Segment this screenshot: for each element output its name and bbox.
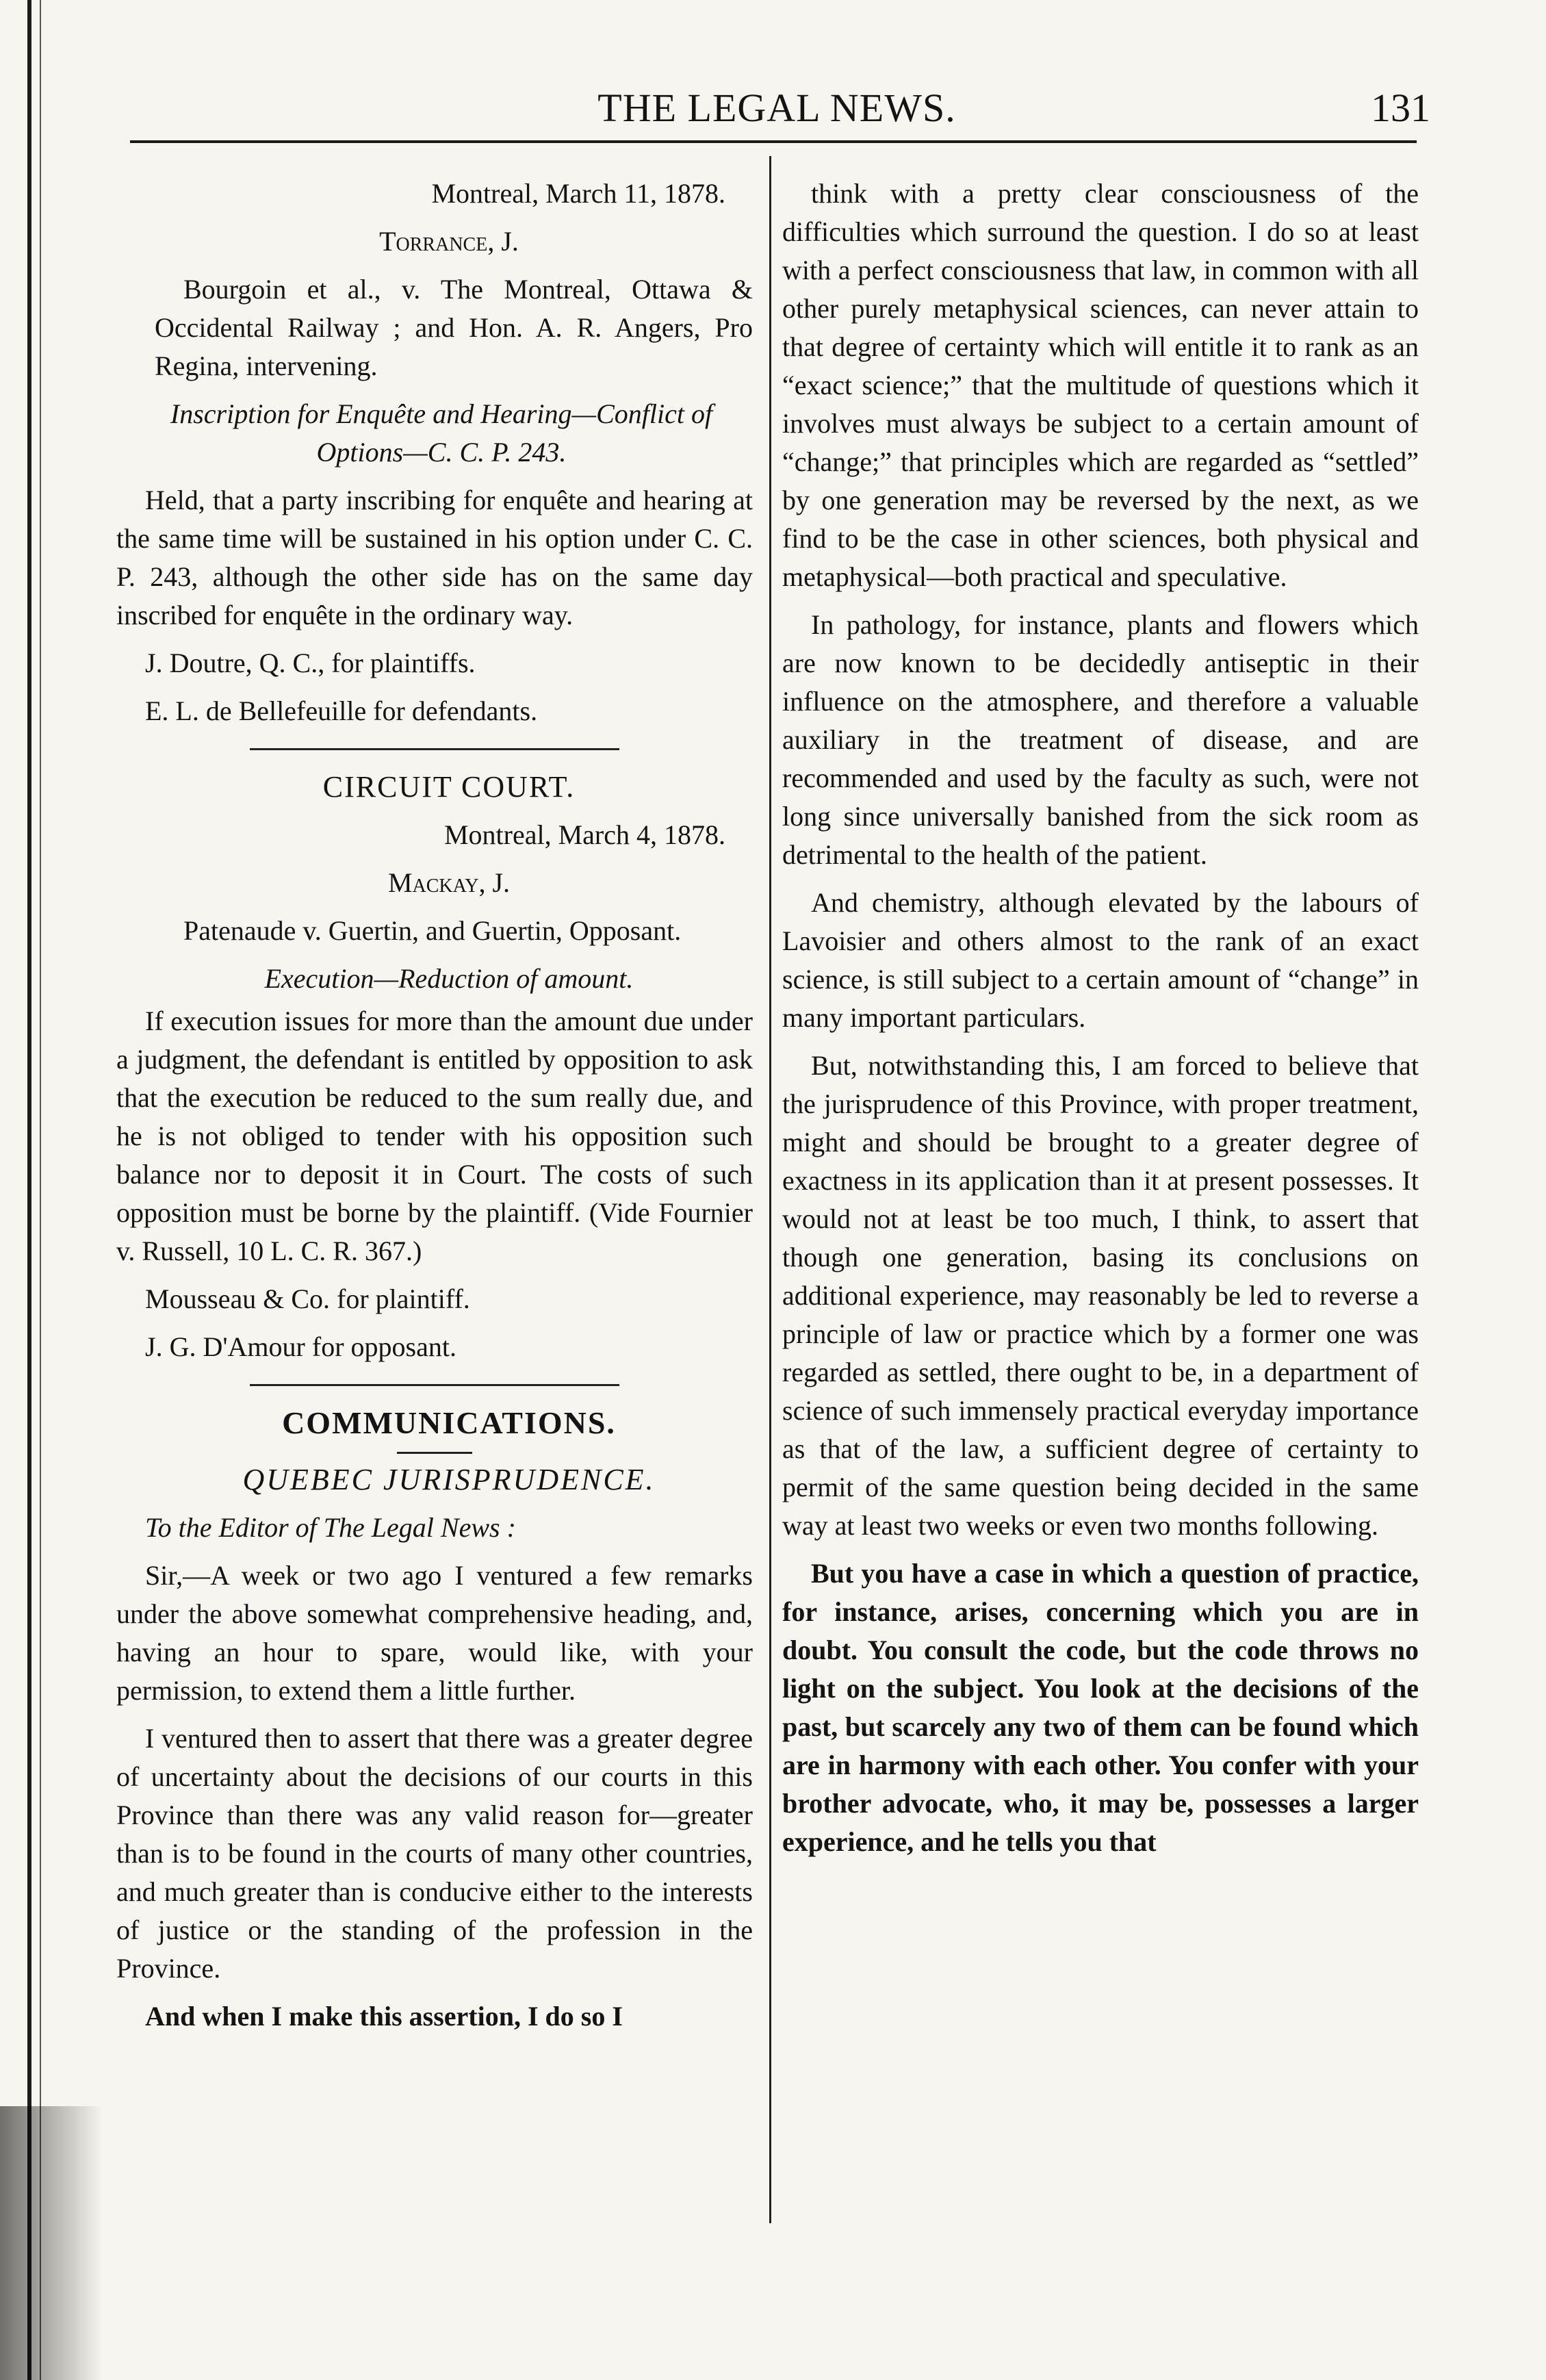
letter-paragraph: In pathology, for instance, plants and flowers which are now known to be decidedly antiseptic in their influence on the atmosphere, and therefore a valuable auxiliary in the treatment of disease, and are recommended and used by the faculty as such, were not long since universally banished from the sick room as detrimental to the health of the patient. (782, 609, 1419, 870)
case2-counsel-plaintiff: Mousseau & Co. for plaintiff. (145, 1283, 470, 1314)
case1-parties: Bourgoin et al., v. The Montreal, Ottawa & Occidental Railway ; and Hon. A. R. Angers, Pro Regina, intervening. (155, 274, 753, 381)
salutation: To the Editor of The Legal News : (145, 1512, 516, 1543)
case1-counsel-plaintiffs: J. Doutre, Q. C., for plaintiffs. (145, 648, 476, 678)
case2-counsel-opposant: J. G. D'Amour for opposant. (145, 1331, 456, 1362)
case1-held: Held, that a party inscribing for enquête and hearing at the same time will be sustained in his option under C. C. P. 243, although the other side has on the same day inscribed for enquête in the ordinary way. (116, 485, 753, 630)
short-divider (397, 1452, 472, 1454)
letter-paragraph: I ventured then to assert that there was a greater degree of uncertainty about the decisions of our courts in this Province than there was any valid reason for—greater than is to be found in the courts of many other countries, and much greater than is conducive either to the interests of justice or the standing of the profession in the Province. (116, 1723, 753, 1984)
column-divider (769, 156, 771, 2223)
left-column (116, 175, 753, 2045)
case2-subject: Execution—Reduction of amount. (264, 963, 634, 994)
case2-parties: Patenaude v. Guertin, and Guertin, Opposant. (183, 915, 682, 946)
letter-paragraph: think with a pretty clear consciousness of the difficulties which surround the question. I do so at least with a perfect consciousness that law, in common with all other purely metaphysical sciences, can never attain to that degree of certainty which will entitle it to rank as an “exact science;” that the multitude of questions which it involves must always be subject to a certain amount of “change;” that principles which are regarded as “settled” by one generation may be reversed by the next, as we find to be the case in other sciences, both physical and metaphysical—both practical and speculative. (782, 178, 1419, 592)
case2-date: Montreal, March 4, 1878. (443, 819, 725, 850)
case2-held: If execution issues for more than the amount due under a judgment, the defendant is entitled by opposition to ask that the execution be reduced to the sum really due, and he is not obliged to tender with his opposition such balance nor to deposit it in Court. The costs of such opposition must be borne by the plaintiff. (Vide Fournier v. Russell, 10 L. C. R. 367.) (116, 1006, 753, 1266)
letter-paragraph: And when I make this assertion, I do so I (145, 2001, 623, 2032)
header-rule (130, 140, 1417, 143)
publication-title: THE LEGAL NEWS. (597, 86, 956, 130)
case1-judge: Torrance, J. (379, 226, 519, 257)
letter-paragraph: And chemistry, although elevated by the labours of Lavoisier and others almost to the rank of an exact science, is still subject to a certain amount of “change” in many important particulars. (782, 887, 1419, 1033)
letter-paragraph: But, notwithstanding this, I am forced to believe that the jurisprudence of this Province, with proper treatment, might and should be brought to a greater degree of exactness in its application than it at present possesses. It would not at least be too much, I think, to assert that though one generation, basing its conclusions on additional experience, may reasonably be led to reverse a principle of law or practice which by a former one was regarded as settled, there ought to be, in a department of science of such immensely practical everyday importance as that of the law, a sufficient degree of certainty to permit of the same question being decided in the same way at least two weeks or even two months following. (782, 1050, 1419, 1541)
binding-edge (27, 0, 31, 2380)
page-number: 131 (1371, 86, 1430, 130)
case2-judge: Mackay, J. (387, 867, 511, 898)
court-heading: CIRCUIT COURT. (322, 770, 576, 804)
right-column (782, 175, 1419, 1871)
binding-edge-line (40, 0, 41, 2380)
case1-counsel-defendants: E. L. de Bellefeuille for defendants. (145, 695, 538, 726)
letter-paragraph: Sir,—A week or two ago I ventured a few remarks under the above somewhat comprehensive heading, and, having an hour to spare, would like, with your permission, to extend them a little further. (116, 1560, 753, 1706)
section-divider (250, 748, 619, 750)
section-divider (250, 1384, 619, 1386)
case1-date: Montreal, March 11, 1878. (431, 178, 725, 209)
communication-title: QUEBEC JURISPRUDENCE. (242, 1463, 656, 1496)
case1-subject: Inscription for Enquête and Hearing—Conflict of Options—C. C. P. 243. (170, 398, 713, 468)
communications-heading: COMMUNICATIONS. (282, 1405, 616, 1440)
letter-paragraph: But you have a case in which a question of practice, for instance, arises, concerning which you are in doubt. You consult the code, but the code throws no light on the subject. You look at the decisions of the past, but scarcely any two of them can be found which are in harmony with each other. You confer with your brother advocate, who, it may be, possesses a larger experience, and he tells you that (782, 1558, 1419, 1857)
page-corner-shadow (0, 2106, 103, 2380)
running-head (123, 81, 1430, 136)
